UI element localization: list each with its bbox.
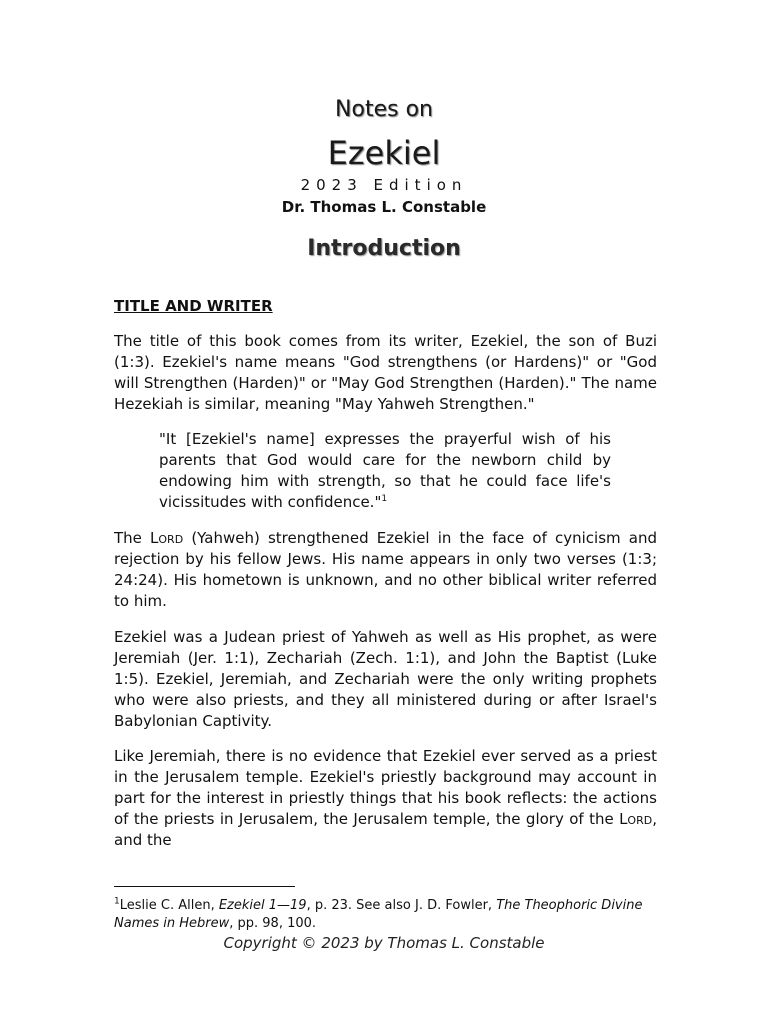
paragraph-1: The title of this book comes from its writer, Ezekiel, the son of Buzi (1:3). Ezekiel's name means "God strengthens (or Hardens)" or "God will Strengthen (Harden)" or "May God Strengthen (Harden)." The name Hezekiah is similar, meaning "May Yahweh Strengthen."	[114, 332, 657, 413]
notes-on-label: Notes on	[335, 97, 433, 122]
section-heading: TITLE AND WRITER	[114, 297, 273, 315]
lord-small-caps: Lord	[150, 529, 184, 547]
edition-label: 2023 Edition	[300, 176, 468, 194]
copyright-notice: Copyright © 2023 by Thomas L. Constable	[223, 934, 545, 952]
section-title: Introduction	[307, 236, 461, 261]
paragraph-3: Ezekiel was a Judean priest of Yahweh as well as His prophet, as were Jeremiah (Jer. 1:1), Zechariah (Zech. 1:1), and John the Baptist (Luke 1:5). Ezekiel, Jeremiah, and Zechariah were the only writing prophets who were also priests, and they all ministered during or after Israel's Babylonian Captivity.	[114, 628, 657, 730]
footnote-number: 1	[114, 896, 120, 907]
quote-text: "It [Ezekiel's name] expresses the prayerful wish of his parents that God would care for the newborn child by endowing him with strength, so that he could face life's vicissitudes with confidence."	[159, 430, 611, 511]
footnote: $^1$Leslie C. Allen, Ezekiel 1—19, p. 23. See also J. D. Fowler, The Theophoric Divine Names in Hebrew, pp. 98, 100.	[114, 896, 643, 931]
footnote-divider	[114, 886, 295, 887]
block-quote	[159, 429, 611, 513]
lord-small-caps: Lord	[619, 810, 653, 828]
paragraph-4: Like Jeremiah, there is no evidence that Ezekiel ever served as a priest in the Jerusalem temple. Ezekiel's priestly background may account in part for the interest in priestly things that his book reflects: the actions of the priests in Jerusalem, the Jerusalem temple, the glory of the Lord, and the	[114, 747, 657, 849]
footnote-ref[interactable]: 1	[381, 494, 388, 504]
footnote-work-1: Ezekiel 1—19	[218, 898, 307, 913]
author-name: Dr. Thomas L. Constable	[281, 198, 487, 216]
book-title: Ezekiel	[327, 134, 441, 172]
footnote-work-2: The Theophoric Divine Names in Hebrew	[114, 898, 643, 931]
paragraph-2: The Lord (Yahweh) strengthened Ezekiel in the face of cynicism and rejection by his fellow Jews. His name appears in only two verses (1:3; 24:24). His hometown is unknown, and no other biblical writer referred to him.	[114, 529, 658, 610]
